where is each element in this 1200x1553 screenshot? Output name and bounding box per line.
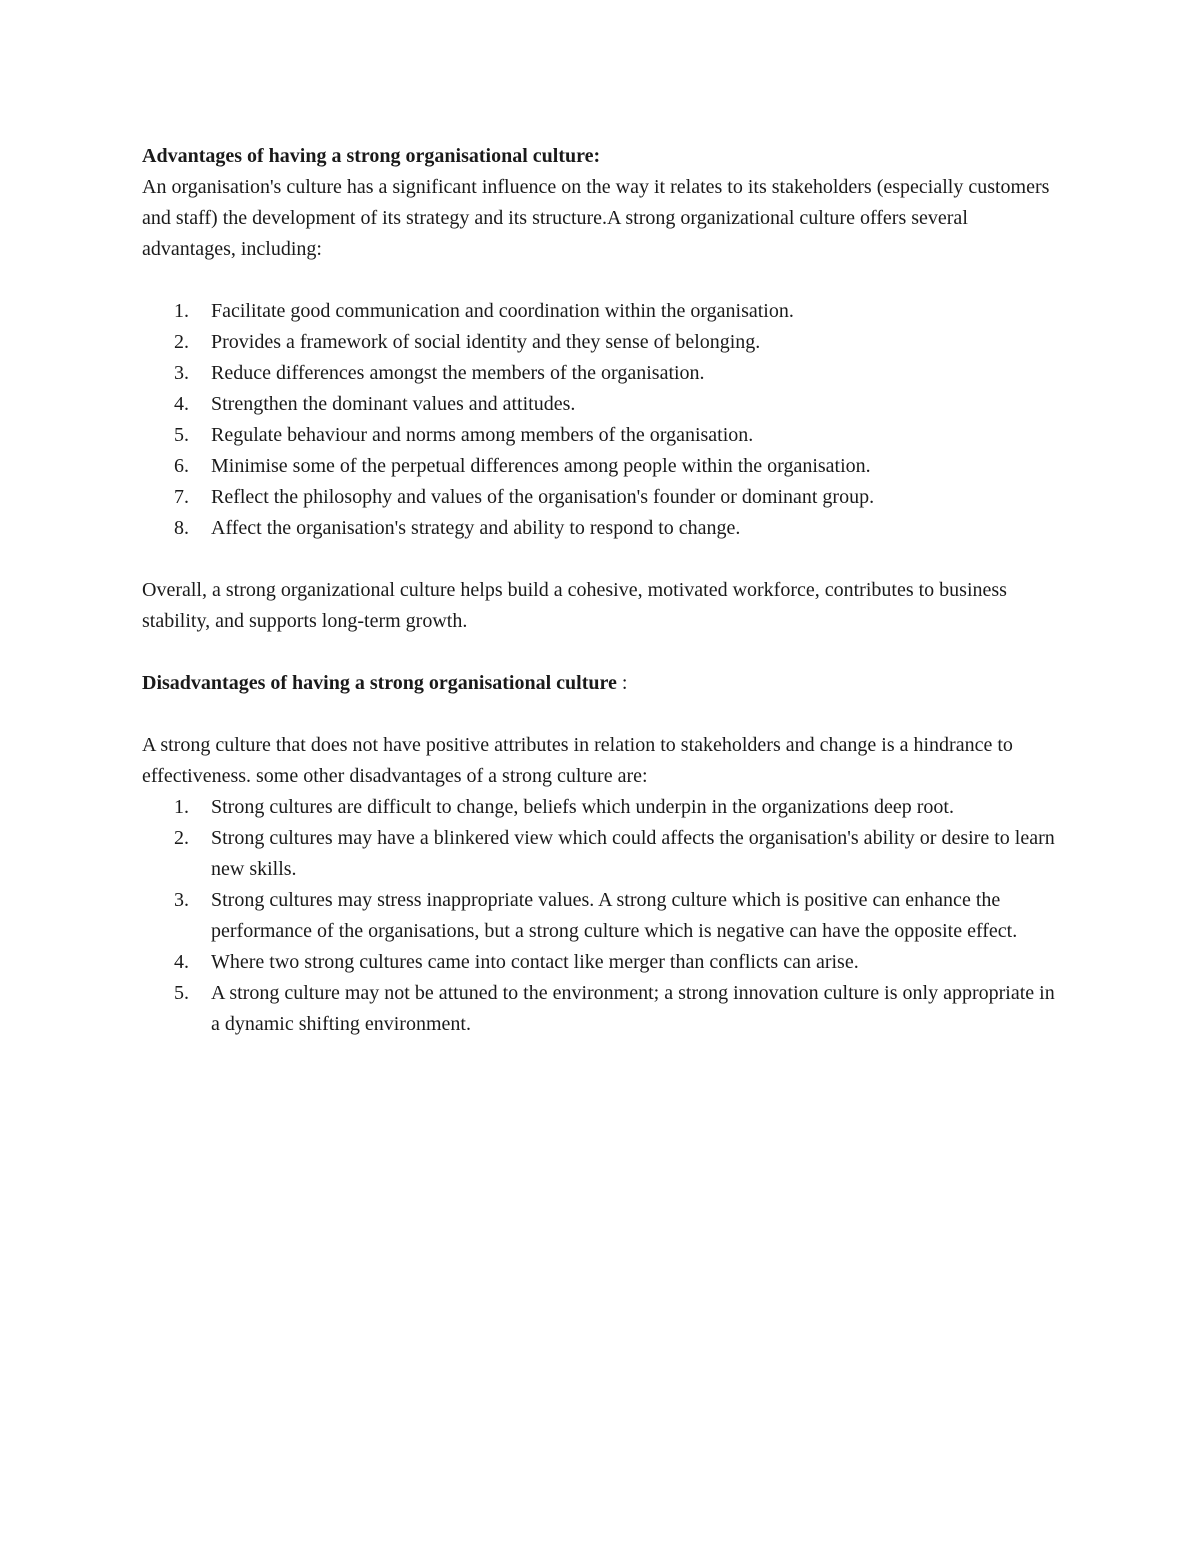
list-item-text: A strong culture may not be attuned to the environment; a strong innovation culture is only appropriate in a dynamic shifting environment. bbox=[211, 982, 1055, 1035]
list-number: 6. bbox=[174, 455, 189, 477]
list-item bbox=[142, 327, 1062, 358]
list-item bbox=[142, 823, 1062, 885]
list-item bbox=[142, 451, 1062, 482]
list-item-text: Regulate behaviour and norms among members of the organisation. bbox=[211, 424, 754, 446]
list-item bbox=[142, 978, 1062, 1040]
list-number: 5. bbox=[174, 424, 189, 446]
list-number: 1. bbox=[174, 796, 189, 818]
list-item-text: Reflect the philosophy and values of the organisation's founder or dominant group. bbox=[211, 486, 875, 508]
list-number: 8. bbox=[174, 517, 189, 539]
list-item-text: Strengthen the dominant values and attitudes. bbox=[211, 393, 576, 415]
list-item-text: Reduce differences amongst the members of the organisation. bbox=[211, 362, 705, 384]
list-number: 2. bbox=[174, 827, 189, 849]
advantages-list bbox=[142, 296, 1062, 544]
disadvantages-list bbox=[142, 792, 1062, 1040]
list-item bbox=[142, 358, 1062, 389]
list-item-text: Affect the organisation's strategy and ability to respond to change. bbox=[211, 517, 741, 539]
list-item bbox=[142, 482, 1062, 513]
list-item-text: Strong cultures may stress inappropriate values. A strong culture which is positive can enhance the performance of the organisations, but a strong culture which is negative can have the opposite effect. bbox=[211, 889, 1018, 942]
spacer bbox=[142, 265, 1062, 296]
list-item bbox=[142, 513, 1062, 544]
disadvantages-intro: A strong culture that does not have positive attributes in relation to stakeholders and change is a hindrance to effectiveness. some other disadvantages of a strong culture are: bbox=[142, 734, 1013, 787]
list-number: 5. bbox=[174, 982, 189, 1004]
list-item-text: Strong cultures may have a blinkered view which could affects the organisation's ability or desire to learn new skills. bbox=[211, 827, 1055, 880]
list-item-text: Strong cultures are difficult to change, beliefs which underpin in the organizations deep root. bbox=[211, 796, 954, 818]
advantages-intro: An organisation's culture has a significant influence on the way it relates to its stakeholders (especially customers and staff) the development of its strategy and its structure.A strong organizational culture offers several advantages, including: bbox=[142, 176, 1050, 260]
list-number: 7. bbox=[174, 486, 189, 508]
list-item bbox=[142, 296, 1062, 327]
list-item-text: Provides a framework of social identity and they sense of belonging. bbox=[211, 331, 761, 353]
list-item-text: Facilitate good communication and coordination within the organisation. bbox=[211, 300, 794, 322]
list-item bbox=[142, 420, 1062, 451]
list-number: 1. bbox=[174, 300, 189, 322]
list-number: 4. bbox=[174, 393, 189, 415]
spacer bbox=[142, 699, 1062, 730]
document-page bbox=[142, 141, 1062, 1040]
spacer bbox=[142, 637, 1062, 668]
advantages-conclusion: Overall, a strong organizational culture helps build a cohesive, motivated workforce, contributes to business stability, and supports long-term growth. bbox=[142, 579, 1007, 632]
advantages-heading: Advantages of having a strong organisational culture: bbox=[142, 145, 601, 167]
list-item-text: Minimise some of the perpetual differences among people within the organisation. bbox=[211, 455, 871, 477]
list-item bbox=[142, 885, 1062, 947]
list-number: 3. bbox=[174, 362, 189, 384]
list-item-text: Where two strong cultures came into contact like merger than conflicts can arise. bbox=[211, 951, 859, 973]
disadvantages-heading bbox=[142, 668, 1062, 699]
list-number: 3. bbox=[174, 889, 189, 911]
disadvantages-heading-text: Disadvantages of having a strong organisational culture bbox=[142, 672, 617, 694]
list-number: 4. bbox=[174, 951, 189, 973]
list-item bbox=[142, 389, 1062, 420]
disadvantages-heading-suffix: : bbox=[616, 672, 628, 694]
list-number: 2. bbox=[174, 331, 189, 353]
list-item bbox=[142, 792, 1062, 823]
list-item bbox=[142, 947, 1062, 978]
spacer bbox=[142, 544, 1062, 575]
